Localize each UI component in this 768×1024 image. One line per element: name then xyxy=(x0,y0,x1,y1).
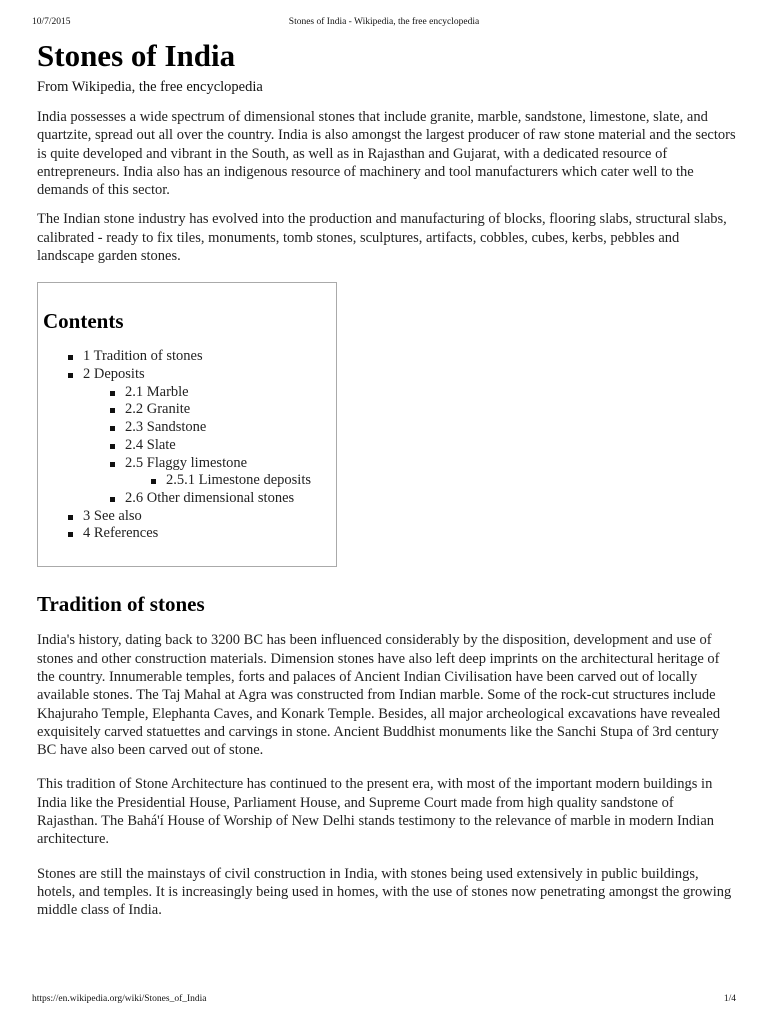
section-heading-tradition-of-stones: Tradition of stones xyxy=(37,592,205,617)
toc-item-slate[interactable]: 2.4 Slate xyxy=(43,437,336,455)
section-paragraph: This tradition of Stone Architecture has continued to the present era, with most of the important modern buildings in India like the Presidential House, Parliament House, and Supreme Court made from high quality sandstone of Rajasthan. The Bahá'í House of Worship of New Delhi stands testimony to the relevance of marble in modern Indian architecture. xyxy=(37,776,715,848)
toc-item-other-dimensional-stones[interactable]: 2.6 Other dimensional stones xyxy=(43,490,336,508)
print-url: https://en.wikipedia.org/wiki/Stones_of_India xyxy=(32,994,207,1004)
toc-item-deposits[interactable]: 2 Deposits xyxy=(43,366,336,384)
section-paragraph: India's history, dating back to 3200 BC has been influenced considerably by the disposition, development and use of stones and other construction materials. Dimension stones have also left deep imprints on the architectural heritage of the country. Innumerable temples, forts and palaces of Ancient Indian Civilisation have been carved out of locally available stones. The Taj Mahal at Agra was constructed from Indian marble. Some of the rock-cut structures include Khajuraho Temple, Elephanta Caves, and Konark Temple. Besides, all major archeological excavations have revealed exquisitely carved statuettes and carvings in stone. Ancient Buddhist monuments like the Sanchi Stupa of 3rd century BC have also been carved out of stone. xyxy=(37,632,721,759)
toc-item-sandstone[interactable]: 2.3 Sandstone xyxy=(43,419,336,437)
toc-item-flaggy-limestone[interactable]: 2.5 Flaggy limestone xyxy=(43,455,336,473)
article-title: Stones of India xyxy=(37,38,236,73)
toc-item-references[interactable]: 4 References xyxy=(43,525,336,543)
print-date: 10/7/2015 xyxy=(32,17,71,27)
toc-heading: Contents xyxy=(43,309,124,334)
toc-item-marble[interactable]: 2.1 Marble xyxy=(43,384,336,402)
toc-item-granite[interactable]: 2.2 Granite xyxy=(43,401,336,419)
table-of-contents xyxy=(37,282,337,567)
toc-list xyxy=(43,348,336,543)
toc-item-tradition-of-stones[interactable]: 1 Tradition of stones xyxy=(43,348,336,366)
section-paragraph: Stones are still the mainstays of civil construction in India, with stones being used extensively in public buildings, hotels, and temples. It is increasingly being used in homes, with the use of stones now penetrating amongst the growing middle class of India. xyxy=(37,865,732,919)
intro-paragraph: The Indian stone industry has evolved into the production and manufacturing of blocks, flooring slabs, structural slabs, calibrated - ready to fix tiles, monuments, tomb stones, sculptures, artifacts, cobbles, cubes, kerbs, pebbles and landscape garden stones. xyxy=(37,211,727,265)
print-footer xyxy=(32,994,736,1008)
print-page-number: 1/4 xyxy=(723,994,736,1004)
print-page-title: Stones of India - Wikipedia, the free encyclopedia xyxy=(288,17,480,27)
toc-item-see-also[interactable]: 3 See also xyxy=(43,508,336,526)
toc-item-limestone-deposits[interactable]: 2.5.1 Limestone deposits xyxy=(43,472,336,490)
article-subtitle: From Wikipedia, the free encyclopedia xyxy=(37,79,263,95)
article-content xyxy=(37,38,737,920)
print-header xyxy=(32,17,736,31)
intro-paragraph: India possesses a wide spectrum of dimensional stones that include granite, marble, sandstone, limestone, slate, and quartzite, spread out all over the country. India is also amongst the largest producer of raw stone material and the sectors is quite developed and vibrant in the South, as well as in Rajasthan and Gujarat, with a dedicated resource of entrepreneurs. India also has an indigenous resource of machinery and tool manufacturers which cater well to the demands of this sector. xyxy=(37,109,736,199)
